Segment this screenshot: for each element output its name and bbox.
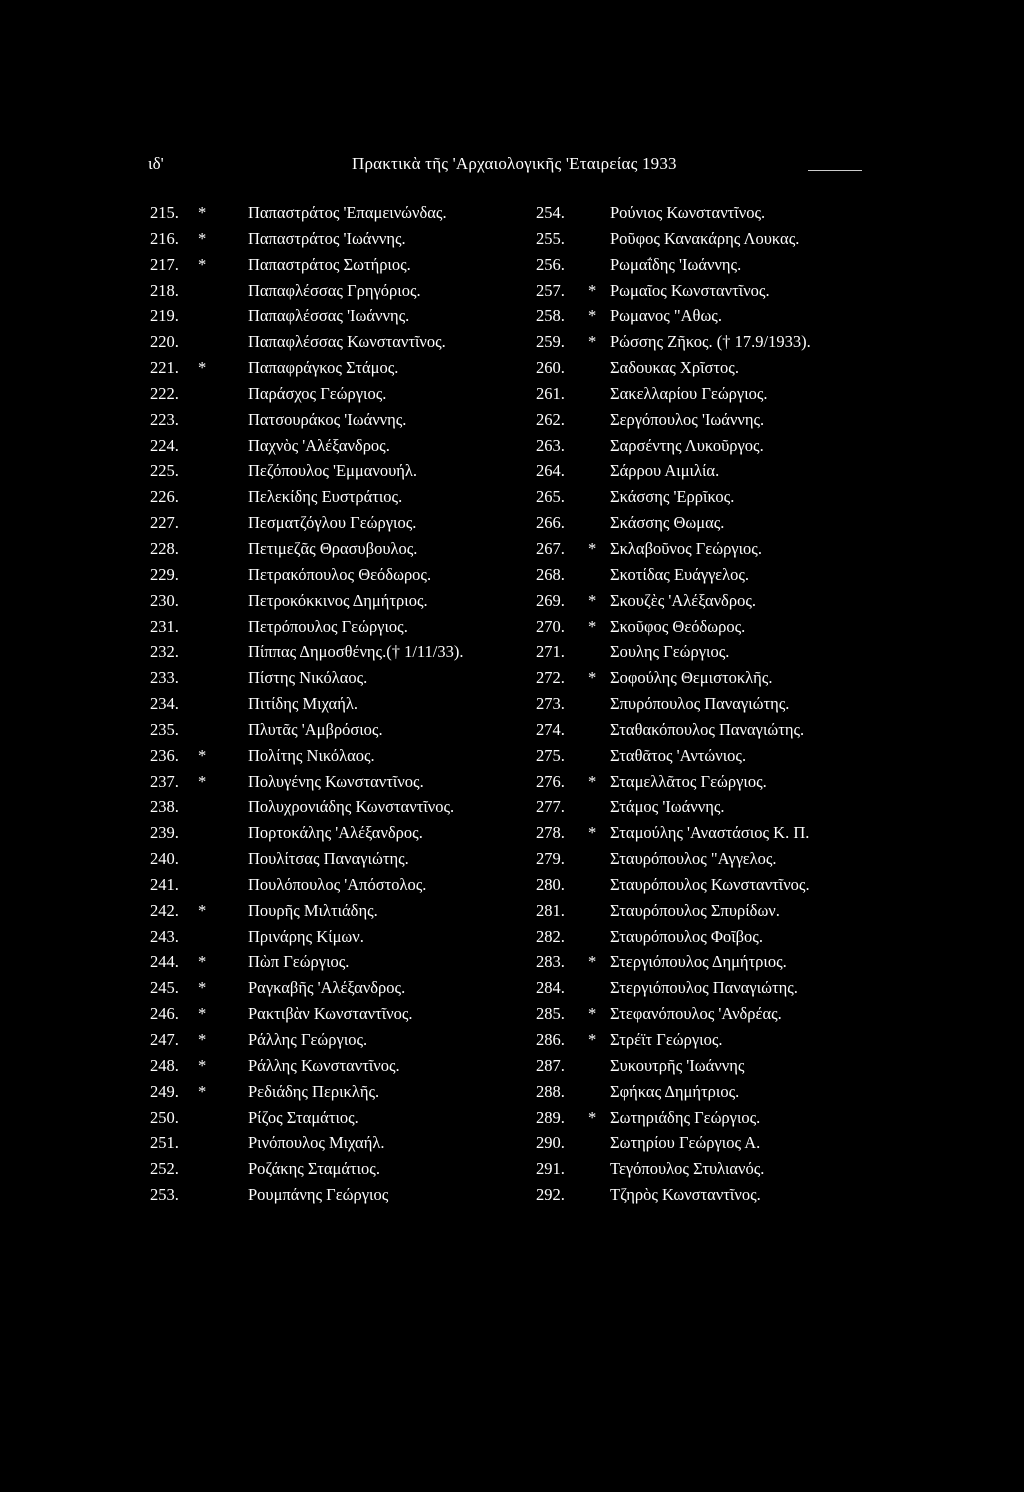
entry-name: Τεγόπουλος Στυλιανός. [610,1159,765,1179]
entry-name: Πετροκόκκινος Δημήτριος. [248,590,428,610]
entry-number: 226. [150,487,179,507]
entry-number: 251. [150,1133,179,1153]
entry-number: 240. [150,849,179,869]
member-entry [536,1182,916,1208]
member-entry [150,588,550,614]
entry-number: 228. [150,538,179,558]
member-entry [150,226,550,252]
member-entry [536,794,916,820]
entry-name: Σκουζὲς 'Αλέξανδρος. [610,590,756,610]
entry-name: Σφήκας Δημήτριος. [610,1081,740,1101]
entry-asterisk: * [588,1004,597,1024]
member-entry [536,329,916,355]
member-entry [150,562,550,588]
entry-asterisk: * [588,823,597,843]
entry-name: Πρινάρης Κίμων. [248,926,364,946]
entry-asterisk: * [588,616,597,636]
entry-number: 225. [150,461,179,481]
entry-name: Σταθακόπουλος Παναγιώτης. [610,719,805,739]
member-entry [150,1001,550,1027]
entry-asterisk: * [588,1030,597,1049]
member-entry [150,458,550,484]
entry-number: 230. [150,590,179,610]
member-entry [536,226,916,252]
member-entry [536,743,916,769]
entry-name: Ρώσσης Ζῆκος. († 17.9/1933). [610,332,811,352]
member-entry [150,200,550,226]
member-entry [150,355,550,381]
entry-number: 258. [536,306,565,326]
entry-name: Σκάσσης 'Ερρῖκος. [610,487,735,507]
entry-asterisk: * [198,228,207,248]
entry-name: Πίστης Νικόλαος. [248,668,368,688]
member-entry [536,820,916,846]
member-entry [536,588,916,614]
entry-name: Ρεδιάδης Περικλῆς. [248,1081,380,1101]
entry-number: 246. [150,1004,179,1024]
member-entry [536,691,916,717]
entry-name: Παπαφλέσσας 'Ιωάννης. [248,306,410,326]
entry-number: 223. [150,409,179,429]
entry-name: Πεσματζόγλου Γεώργιος. [248,513,417,533]
entry-asterisk: * [588,771,597,791]
entry-number: 221. [150,358,179,378]
entry-number: 277. [536,797,565,817]
entry-asterisk: * [198,1004,207,1024]
entry-number: 233. [150,668,179,688]
entry-name: Σταθᾶτος 'Αντώνιος. [610,745,747,765]
entry-number: 263. [536,435,565,455]
entry-number: 278. [536,823,565,843]
entry-name: Πολυχρονιάδης Κωνσταντῖνος. [248,797,455,817]
member-entry [150,794,550,820]
entry-number: 269. [536,590,565,610]
entry-name: Σταμούλης 'Αναστάσιος Κ. Π. [610,823,810,843]
entry-number: 236. [150,745,179,765]
entry-number: 238. [150,797,179,817]
member-entry [150,872,550,898]
entry-name: Παπαφλέσσας Κωνσταντῖνος. [248,332,446,352]
member-entry [150,665,550,691]
entry-name: Σκοτίδας Ευάγγελος. [610,564,749,584]
entry-number: 267. [536,538,565,558]
member-entry [536,975,916,1001]
entry-number: 283. [536,952,565,972]
entry-number: 264. [536,461,565,481]
entry-name: Πατσουράκος 'Ιωάννης. [248,409,407,429]
entry-name: Ράλλης Γεώργιος. [248,1030,368,1049]
entry-name: Σταυρόπουλος Σπυρίδων. [610,900,780,920]
entry-number: 275. [536,745,565,765]
entry-name: Στρέϊτ Γεώργιος. [610,1030,723,1049]
entry-name: Πουλίτσας Παναγιώτης. [248,849,409,869]
member-entry [536,1053,916,1079]
member-entry [536,769,916,795]
member-entry [150,1053,550,1079]
entry-number: 268. [536,564,565,584]
entry-name: Στάμος 'Ιωάννης. [610,797,725,817]
entry-name: Συκουτρῆς 'Ιωάννης [610,1055,745,1075]
entry-name: Παπαστράτος 'Επαμεινώνδας. [248,203,447,222]
entry-name: Πεζόπουλος 'Εμμανουήλ. [248,461,418,481]
entry-number: 217. [150,254,179,274]
member-entry [150,484,550,510]
entry-name: Σπυρόπουλος Παναγιώτης. [610,694,790,714]
entry-number: 244. [150,952,179,972]
member-entry [536,949,916,975]
entry-name: Σωτηρίου Γεώργιος Α. [610,1133,761,1153]
member-entry [150,536,550,562]
entry-name: Πουρῆς Μιλτιάδης. [248,900,378,920]
entry-number: 291. [536,1159,565,1179]
entry-number: 255. [536,228,565,248]
entry-name: Σταυρόπουλος Κωνσταντῖνος. [610,874,810,894]
entry-number: 259. [536,332,565,352]
entry-number: 274. [536,719,565,739]
entry-name: Σωτηριάδης Γεώργιος. [610,1107,761,1127]
entry-name: Σταυρόπουλος Φοῖβος. [610,926,763,946]
entry-name: Ρουμπάνης Γεώργιος [248,1185,389,1205]
entry-name: Σεργόπουλος 'Ιωάννης. [610,409,765,429]
entry-number: 227. [150,513,179,533]
entry-name: Στεργιόπουλος Δημήτριος. [610,952,787,972]
entry-number: 286. [536,1030,565,1049]
entry-asterisk: * [588,538,597,558]
entry-number: 266. [536,513,565,533]
entry-number: 215. [150,203,179,222]
entry-name: Παπαφράγκος Στάμος. [248,358,399,378]
entry-name: Πορτοκάλης 'Αλέξανδρος. [248,823,423,843]
entry-number: 253. [150,1185,179,1205]
entry-asterisk: * [588,1107,597,1127]
entry-number: 232. [150,642,179,662]
member-entry [150,846,550,872]
entry-name: Ροῦφος Κανακάρης Λουκας. [610,228,800,248]
member-entry [536,924,916,950]
entry-name: Πὼπ Γεώργιος. [248,952,350,972]
entry-number: 234. [150,694,179,714]
member-entry [150,898,550,924]
entry-name: Σοφούλης Θεμιστοκλῆς. [610,668,773,688]
entry-name: Πλυτᾶς 'Αμβρόσιος. [248,719,383,739]
entry-name: Πολίτης Νικόλαος. [248,745,375,765]
member-entry [536,1105,916,1131]
entry-number: 284. [536,978,565,998]
member-entry [536,562,916,588]
entry-name: Στεργιόπουλος Παναγιώτης. [610,978,798,998]
member-entry [150,1079,550,1105]
entry-asterisk: * [588,332,597,352]
entry-number: 270. [536,616,565,636]
page-number: ιδ' [148,154,164,173]
entry-name: Σάρρου Αιμιλία. [610,461,720,481]
member-entry [150,1156,550,1182]
member-entry [150,1105,550,1131]
entry-number: 250. [150,1107,179,1127]
member-entry [150,1027,550,1053]
entry-number: 281. [536,900,565,920]
entry-number: 252. [150,1159,179,1179]
entry-number: 229. [150,564,179,584]
entry-number: 262. [536,409,565,429]
entry-asterisk: * [198,771,207,791]
entry-number: 261. [536,383,565,403]
entry-asterisk: * [198,952,207,972]
entry-name: Σταμελλᾶτος Γεώργιος. [610,771,767,791]
member-entry [536,1156,916,1182]
member-entry [536,407,916,433]
entry-asterisk: * [198,254,207,274]
entry-asterisk: * [588,668,597,688]
member-entry [150,1130,550,1156]
entry-number: 239. [150,823,179,843]
entry-name: Πετιμεζᾶς Θρασυβουλος. [248,538,418,558]
member-entry [536,278,916,304]
entry-name: Σκοῦφος Θεόδωρος. [610,616,746,636]
member-entry [536,846,916,872]
member-entry [150,691,550,717]
member-entry [150,252,550,278]
member-entry [536,433,916,459]
member-entry [150,407,550,433]
entry-number: 282. [536,926,565,946]
member-entry [150,769,550,795]
entry-name: Ρωμανος "Αθως. [610,306,722,326]
entry-name: Ρίζος Σταμάτιος. [248,1107,359,1127]
entry-number: 256. [536,254,565,274]
entry-name: Ρούνιος Κωνσταντῖνος. [610,203,766,222]
entry-name: Ραγκαβῆς 'Αλέξανδρος. [248,978,406,998]
entry-name: Παχνὸς 'Αλέξανδρος. [248,435,390,455]
entry-number: 222. [150,383,179,403]
member-entry [536,898,916,924]
entry-number: 245. [150,978,179,998]
member-list-left [150,200,550,1208]
entry-number: 218. [150,280,179,300]
entry-name: Σκάσσης Θωμας. [610,513,725,533]
member-entry [536,1079,916,1105]
entry-number: 280. [536,874,565,894]
entry-name: Πιτίδης Μιχαήλ. [248,694,358,714]
member-entry [536,1027,916,1053]
entry-name: Παπαστράτος Σωτήριος. [248,254,411,274]
member-entry [150,614,550,640]
member-entry [150,949,550,975]
entry-asterisk: * [198,1030,207,1049]
entry-number: 265. [536,487,565,507]
entry-number: 257. [536,280,565,300]
member-entry [150,433,550,459]
member-entry [536,381,916,407]
entry-asterisk: * [198,978,207,998]
entry-name: Ροζάκης Σταμάτιος. [248,1159,380,1179]
entry-asterisk: * [588,306,597,326]
header-rule [808,170,862,171]
member-entry [536,1130,916,1156]
member-entry [150,278,550,304]
member-entry [536,355,916,381]
entry-number: 219. [150,306,179,326]
entry-number: 241. [150,874,179,894]
entry-number: 242. [150,900,179,920]
member-entry [150,743,550,769]
entry-name: Πολυγένης Κωνσταντῖνος. [248,771,424,791]
entry-name: Σταυρόπουλος "Αγγελος. [610,849,777,869]
entry-name: Παπαφλέσσας Γρηγόριος. [248,280,421,300]
member-entry [536,639,916,665]
entry-number: 231. [150,616,179,636]
entry-name: Ράλλης Κωνσταντῖνος. [248,1055,400,1075]
entry-number: 235. [150,719,179,739]
entry-asterisk: * [198,1081,207,1101]
entry-number: 289. [536,1107,565,1127]
entry-name: Ρινόπουλος Μιχαήλ. [248,1133,385,1153]
member-entry [536,872,916,898]
member-entry [150,381,550,407]
entry-number: 243. [150,926,179,946]
entry-asterisk: * [198,745,207,765]
member-entry [536,303,916,329]
entry-name: Παπαστράτος 'Ιωάννης. [248,228,406,248]
entry-number: 247. [150,1030,179,1049]
member-entry [150,329,550,355]
member-entry [150,820,550,846]
member-entry [150,975,550,1001]
entry-name: Ρακτιβὰν Κωνσταντῖνος. [248,1004,413,1024]
entry-number: 260. [536,358,565,378]
entry-name: Πελεκίδης Ευστράτιος. [248,487,403,507]
entry-asterisk: * [198,203,207,222]
entry-name: Πουλόπουλος 'Απόστολος. [248,874,427,894]
entry-number: 290. [536,1133,565,1153]
entry-name: Σκλαβοῦνος Γεώργιος. [610,538,762,558]
entry-number: 216. [150,228,179,248]
entry-name: Παράσχος Γεώργιος. [248,383,387,403]
entry-name: Σουλης Γεώργιος. [610,642,730,662]
member-entry [150,924,550,950]
member-entry [536,717,916,743]
entry-name: Ρωμαΐδης 'Ιωάννης. [610,254,742,274]
page-header [0,0,1024,180]
entry-asterisk: * [588,280,597,300]
entry-name: Πετρακόπουλος Θεόδωρος. [248,564,432,584]
entry-number: 249. [150,1081,179,1101]
member-entry [150,639,550,665]
entry-asterisk: * [588,952,597,972]
entry-number: 273. [536,694,565,714]
entry-name: Σαρσέντης Λυκοῦργος. [610,435,764,455]
entry-name: Στεφανόπουλος 'Ανδρέας. [610,1004,782,1024]
running-title: Πρακτικὰ τῆς 'Αρχαιολογικῆς 'Εταιρείας 1933 [352,154,677,173]
entry-number: 254. [536,203,565,222]
entry-asterisk: * [588,590,597,610]
entry-number: 220. [150,332,179,352]
entry-number: 287. [536,1055,565,1075]
entry-name: Πετρόπουλος Γεώργιος. [248,616,408,636]
entry-number: 292. [536,1185,565,1205]
entry-number: 272. [536,668,565,688]
member-entry [536,1001,916,1027]
member-entry [536,484,916,510]
member-entry [150,1182,550,1208]
member-list-right [536,200,916,1208]
member-entry [536,536,916,562]
member-entry [536,200,916,226]
entry-number: 237. [150,771,179,791]
entry-number: 224. [150,435,179,455]
entry-number: 279. [536,849,565,869]
member-entry [150,717,550,743]
entry-number: 248. [150,1055,179,1075]
entry-number: 271. [536,642,565,662]
entry-name: Πίππας Δημοσθένης.(† 1/11/33). [248,642,464,662]
member-entry [536,458,916,484]
entry-name: Τζηρὸς Κωνσταντῖνος. [610,1185,761,1205]
member-entry [536,665,916,691]
entry-name: Ρωμαῖος Κωνσταντῖνος. [610,280,770,300]
member-entry [150,510,550,536]
member-entry [536,510,916,536]
entry-asterisk: * [198,1055,207,1075]
entry-name: Σακελλαρίου Γεώργιος. [610,383,768,403]
member-entry [536,252,916,278]
member-entry [150,303,550,329]
member-entry [536,614,916,640]
entry-name: Σαδουκας Χρῖστος. [610,358,739,378]
entry-number: 285. [536,1004,565,1024]
entry-number: 288. [536,1081,565,1101]
entry-asterisk: * [198,900,207,920]
entry-number: 276. [536,771,565,791]
entry-asterisk: * [198,358,207,378]
